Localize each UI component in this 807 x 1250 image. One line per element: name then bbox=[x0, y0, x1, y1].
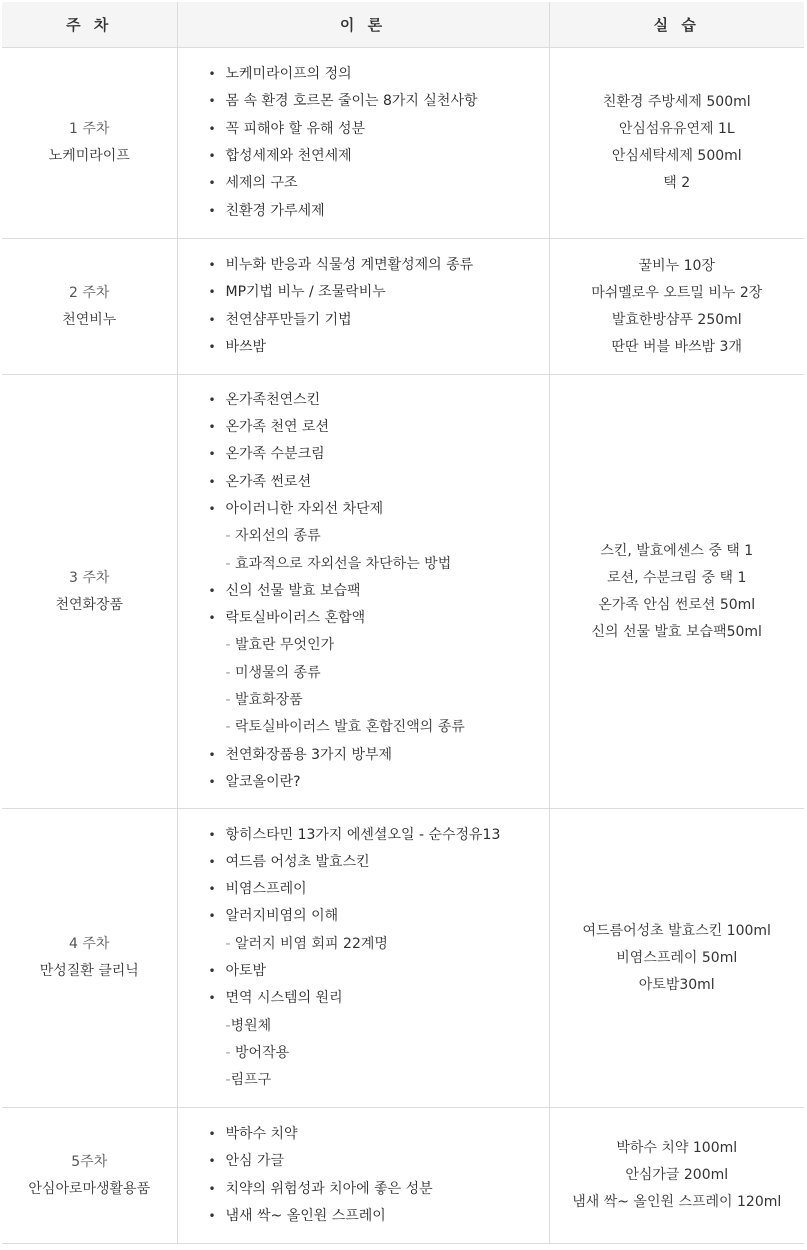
theory-list bbox=[178, 822, 549, 1095]
practice-cell bbox=[549, 809, 804, 1108]
theory-subitem-text: 알러지 비염 회피 22계명 bbox=[235, 935, 388, 952]
dash-marker: - bbox=[225, 528, 236, 545]
table-row bbox=[2, 239, 804, 375]
practice-item: 안심섬유유연제 1L bbox=[618, 121, 735, 137]
theory-subitem-text: 발효화장품 bbox=[235, 692, 303, 709]
dash-marker: - bbox=[225, 637, 236, 654]
theory-item: • 천연화장품용 3가지 방부제 bbox=[206, 742, 549, 769]
practice-item: 여드름어성초 발효스킨 100ml bbox=[582, 922, 771, 939]
theory-subitem-text: 자외선의 종류 bbox=[235, 528, 321, 545]
theory-subitem-text: 발효란 무엇인가 bbox=[235, 637, 335, 654]
theory-item: • 친환경 가루세제 bbox=[206, 198, 549, 225]
theory-subitem-text: 방어작용 bbox=[235, 1044, 290, 1061]
theory-item: • 꼭 피해야 할 유해 성분 bbox=[206, 116, 549, 143]
theory-item: • 온가족 천연 로션 bbox=[206, 414, 549, 441]
week-topic: 노케미라이프 bbox=[48, 148, 130, 164]
theory-subitem bbox=[206, 660, 549, 687]
practice-cell bbox=[549, 48, 804, 239]
practice-item: 로션, 수분크림 중 택 1 bbox=[607, 569, 747, 586]
practice-item: 비염스프레이 50ml bbox=[616, 949, 738, 966]
dash-marker: - bbox=[225, 1017, 231, 1034]
practice-cell bbox=[549, 375, 804, 809]
theory-subitem bbox=[206, 931, 549, 958]
practice-item: 아토밤30ml bbox=[638, 976, 715, 993]
week-topic: 안심아로마생활용품 bbox=[28, 1180, 151, 1197]
theory-list bbox=[178, 61, 549, 225]
practice-item: 안심세탁세제 500ml bbox=[611, 148, 742, 164]
theory-subitem bbox=[206, 714, 549, 741]
practice-item: 친환경 주방세제 500ml bbox=[602, 94, 751, 110]
dash-marker: - bbox=[225, 935, 236, 952]
dash-marker: - bbox=[225, 664, 236, 681]
theory-item: • 합성세제와 천연세제 bbox=[206, 143, 549, 170]
week-cell bbox=[2, 375, 177, 809]
header-practice: 실 습 bbox=[549, 2, 804, 48]
theory-item: • 노케미라이프의 정의 bbox=[206, 61, 549, 88]
theory-item: • 냄새 싹~ 올인원 스프레이 bbox=[206, 1203, 549, 1230]
week-number: 5주차 bbox=[71, 1153, 108, 1170]
week-cell bbox=[2, 239, 177, 375]
theory-item: • 치약의 위험성과 치아에 좋은 성분 bbox=[206, 1176, 549, 1203]
header-week: 주 차 bbox=[2, 2, 177, 48]
practice-item: 택 2 bbox=[663, 175, 691, 191]
theory-item: • 온가족 썬로션 bbox=[206, 469, 549, 496]
table-row bbox=[2, 375, 804, 809]
theory-item: • 천연샴푸만들기 기법 bbox=[206, 307, 549, 334]
theory-list bbox=[178, 1121, 549, 1230]
theory-list bbox=[178, 252, 549, 361]
theory-item: • 알코올이란? bbox=[206, 769, 549, 796]
header-row bbox=[2, 2, 804, 48]
theory-item: • 온가족 수분크림 bbox=[206, 441, 549, 468]
dash-marker: - bbox=[225, 692, 236, 709]
curriculum-table bbox=[2, 2, 804, 1244]
theory-item: • 면역 시스템의 원리 bbox=[206, 985, 549, 1012]
week-cell bbox=[2, 809, 177, 1108]
dash-marker: - bbox=[225, 719, 236, 736]
theory-item: • 아토밤 bbox=[206, 958, 549, 985]
theory-item: • 항히스타민 13가지 에센셜오일 - 순수정유13 bbox=[206, 822, 549, 849]
theory-subitem-text: 미생물의 종류 bbox=[235, 664, 321, 681]
practice-item: 안심가글 200ml bbox=[625, 1167, 729, 1183]
practice-item: 딴딴 버블 바쓰밤 3개 bbox=[611, 338, 742, 355]
practice-item: 마쉬멜로우 오트밀 비누 2장 bbox=[591, 284, 763, 301]
week-topic: 천연비누 bbox=[62, 311, 117, 328]
practice-cell bbox=[549, 239, 804, 375]
practice-item: 꿀비누 10장 bbox=[638, 257, 715, 274]
theory-subitem-text: 효과적으로 자외선을 차단하는 방법 bbox=[235, 555, 452, 572]
theory-subitem bbox=[206, 1067, 549, 1094]
theory-subitem-text: 병원체 bbox=[230, 1017, 272, 1034]
dash-marker: - bbox=[225, 1044, 236, 1061]
week-number: 1 주차 bbox=[69, 121, 110, 137]
week-cell bbox=[2, 48, 177, 239]
theory-subitem bbox=[206, 551, 549, 578]
theory-item: • 비염스프레이 bbox=[206, 876, 549, 903]
theory-subitem bbox=[206, 632, 549, 659]
table-row bbox=[2, 48, 804, 239]
theory-item: • 세제의 구조 bbox=[206, 170, 549, 197]
week-number: 4 주차 bbox=[69, 936, 110, 952]
theory-item: • 온가족천연스킨 bbox=[206, 387, 549, 414]
theory-cell bbox=[177, 1108, 549, 1244]
theory-item: • 비누화 반응과 식물성 계면활성제의 종류 bbox=[206, 252, 549, 279]
theory-item: • 바쓰밤 bbox=[206, 334, 549, 361]
theory-cell bbox=[177, 375, 549, 809]
practice-item: 박하수 치약 100ml bbox=[616, 1140, 738, 1156]
table-row bbox=[2, 809, 804, 1108]
week-number: 2 주차 bbox=[69, 284, 110, 301]
theory-item: • 알러지비염의 이해 bbox=[206, 903, 549, 930]
theory-subitem bbox=[206, 523, 549, 550]
dash-marker: - bbox=[225, 555, 236, 572]
theory-cell bbox=[177, 48, 549, 239]
theory-subitem bbox=[206, 1013, 549, 1040]
theory-item: • 여드름 어성초 발효스킨 bbox=[206, 849, 549, 876]
theory-item: • 안심 가글 bbox=[206, 1148, 549, 1175]
theory-item: • 락토실바이러스 혼합액 bbox=[206, 605, 549, 632]
header-theory: 이 론 bbox=[177, 2, 549, 48]
practice-item: 발효한방샴푸 250ml bbox=[611, 311, 742, 328]
theory-list bbox=[178, 387, 549, 796]
theory-subitem bbox=[206, 687, 549, 714]
theory-subitem bbox=[206, 1040, 549, 1067]
theory-subitem-text: 락토실바이러스 발효 혼합진액의 종류 bbox=[235, 719, 465, 736]
practice-item: 온가족 안심 썬로션 50ml bbox=[598, 596, 756, 613]
table-row bbox=[2, 1108, 804, 1244]
practice-item: 냄새 싹~ 올인원 스프레이 120ml bbox=[572, 1194, 782, 1210]
week-number: 3 주차 bbox=[69, 569, 110, 586]
theory-item: • MP기법 비누 / 조물락비누 bbox=[206, 279, 549, 306]
theory-item: • 신의 선물 발효 보습팩 bbox=[206, 578, 549, 605]
practice-item: 신의 선물 발효 보습팩50ml bbox=[591, 623, 762, 640]
week-topic: 천연화장품 bbox=[55, 596, 124, 613]
theory-item: • 박하수 치약 bbox=[206, 1121, 549, 1148]
theory-item: • 몸 속 환경 호르몬 줄이는 8가지 실천사항 bbox=[206, 88, 549, 115]
dash-marker: - bbox=[225, 1072, 231, 1089]
week-topic: 만성질환 클리닉 bbox=[39, 963, 139, 979]
practice-cell bbox=[549, 1108, 804, 1244]
theory-cell bbox=[177, 809, 549, 1108]
theory-subitem-text: 림프구 bbox=[230, 1072, 272, 1089]
practice-item: 스킨, 발효에센스 중 택 1 bbox=[600, 542, 754, 559]
theory-cell bbox=[177, 239, 549, 375]
theory-item: • 아이러니한 자외선 차단제 bbox=[206, 496, 549, 523]
week-cell bbox=[2, 1108, 177, 1244]
